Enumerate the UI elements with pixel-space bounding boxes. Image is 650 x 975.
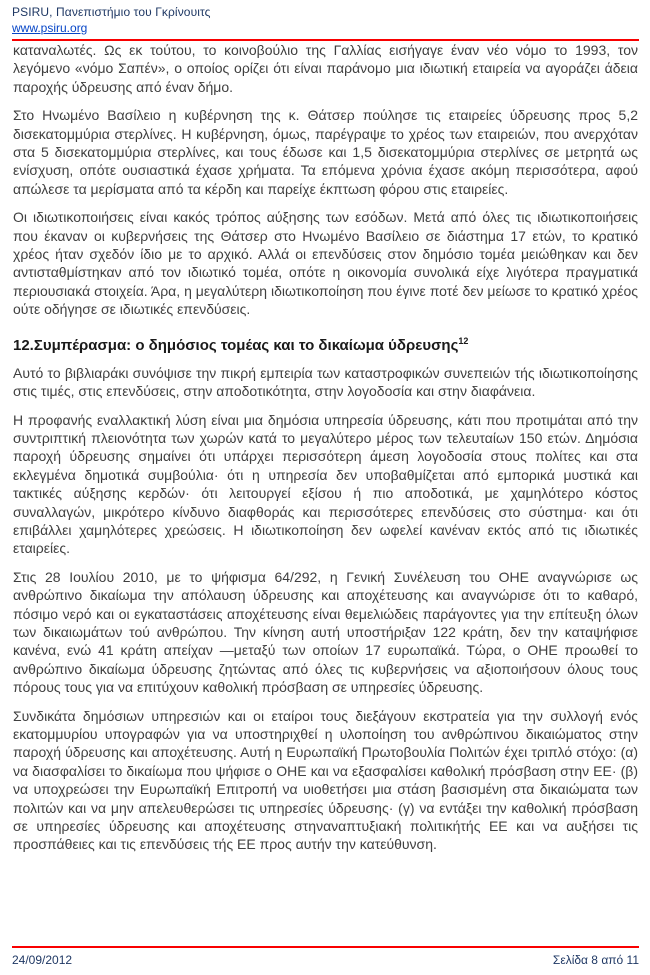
website-link[interactable]: www.psiru.org [12,21,88,35]
organization-name: PSIRU, Πανεπιστήμιο του Γκρίνουιτς [12,5,211,19]
paragraph: Αυτό το βιβλιαράκι συνόψισε την πικρή εμπειρία των καταστροφικών συνεπειών τής ιδιωτικοποίησης στις τιμές, στις επενδύσεις, στην αποδοτικότητα, στην λογοδοσία και στην διαφάνεια. [13,364,638,400]
paragraph: Στο Ηνωμένο Βασίλειο η κυβέρνηση της κ. Θάτσερ πούλησε τις εταιρείες ύδρευσης προς 5,2 δισεκατομμύρια στερλίνες. Η κυβέρνηση, όμως, παρέγραψε το χρέος των εταιρειών, που ανερχόταν στα 5 δισεκατομμύρια στερλίνες, και τους έδωσε και 1,5 δισεκατομμύρια στερλίνες σε μετρητά ως ενίσχυση, οπότε ουσιαστικά έχασε χρήματα. Τα επόμενα χρόνια έχασε ακόμη περισσότερα, αφού απώλεσε τα μερίσματα από τα κέρδη και παρείχε έκπτωση φόρου στις εταιρείες. [13,107,638,197]
section-heading [13,336,638,355]
document-body [13,41,638,864]
section-heading-text: 12.Συμπέρασμα: ο δημόσιος τομέας και το δικαίωμα ύδρευσης [13,336,459,354]
document-footer [12,946,639,967]
footer-date: 24/09/2012 [12,953,73,967]
footer-rule [12,946,639,948]
paragraph: Συνδικάτα δημόσιων υπηρεσιών και οι εταίροι τους διεξάγουν εκστρατεία για την συλλογή ενός εκατομμυρίου υπογραφών για να υποστηριχθεί η υλοποίηση του ανθρώπινου δικαιώματος στην παροχή ύδρευσης και αποχέτευσης. Αυτή η Ευρωπαϊκή Πρωτοβουλία Πολιτών έχει τριπλό στόχο: (α) να διασφαλίσει το δικαίωμα που ψήφισε ο ΟΗΕ και να εξασφαλίσει καθολική πρόσβαση στην ΕΕ· (β) να υποχρεώσει την Ευρωπαϊκή Επιτροπή να υιοθετήσει μια στάση βασισμένη στα δικαιώματα των πολιτών και να μην απελευθερώσει τις υπηρεσίες ύδρευσης· (γ) να εντάξει την καθολική πρόσβαση σε υπηρεσίες ύδρευσης και αποχέτευσης στηναναπτυξιακή πολιτικήτής ΕΕ και να αυξήσει τις προσπάθειες και τις επενδύσεις τής ΕΕ προς αυτήν την κατεύθυνση. [13,707,638,853]
paragraph: Στις 28 Ιουλίου 2010, με το ψήφισμα 64/292, η Γενική Συνέλευση του ΟΗΕ αναγνώρισε ως ανθρώπινο δικαίωμα την απόλαυση ύδρευσης και αποχέτευσης και αναγνώρισε ότι το καθαρό, πόσιμο νερό και οι εγκαταστάσεις αποχέτευσης είναι θεμελιώδεις παράγοντες για την επίτευξη όλων των δικαιωμάτων τού ανθρώπου. Την κίνηση αυτή υποστήριξαν 122 κράτη, δεν την καταψήφισε κανένα, ενώ 41 κράτη απείχαν —μεταξύ των οποίων 17 ευρωπαϊκά. Τώρα, ο ΟΗΕ προωθεί το ανθρώπινο δικαίωμα ύδρευσης ζητώντας από όλες τις κυβερνήσεις να αξιοποιήσουν όλους τους πόρους τους για να επιτύχουν καθολική πρόσβαση σε υπηρεσίες ύδρευσης. [13,568,638,696]
paragraph: Οι ιδιωτικοποιήσεις είναι κακός τρόπος αύξησης των εσόδων. Μετά από όλες τις ιδιωτικοποιήσεις που έκαναν οι κυβερνήσεις της Θάτσερ στο Ηνωμένο Βασίλειο σε διάστημα 17 ετών, το κρατικό χρέος ήταν σχεδόν ίδιο με το αρχικό. Αλλά οι επενδύσεις στον δημόσιο τομέα μειώθηκαν και δεν αντισταθμίστηκαν από τον ιδιωτικό τομέα, οπότε η οικονομία συνολικά είχε λιγότερα πραγματικά περιουσιακά στοιχεία. Άρα, η μεγαλύτερη ιδιωτικοποίηση που έγινε ποτέ δεν μείωσε το κρατικό χρέος ούτε οδήγησε σε ιδιωτικές επενδύσεις. [13,209,638,318]
document-header [12,5,639,41]
paragraph: καταναλωτές. Ως εκ τούτου, το κοινοβούλιο της Γαλλίας εισήγαγε έναν νέο νόμο το 1993, τον λεγόμενο «νόμο Σαπέν», ο οποίος ορίζει ότι είναι παράνομο μια ιδιωτική εταιρεία να αγοράζει άδεια παροχής ύδρευσης από έναν δήμο. [13,42,638,95]
footer-page-number: Σελίδα 8 από 11 [552,953,639,967]
footnote-reference: 12 [458,335,469,346]
paragraph: Η προφανής εναλλακτική λύση είναι μια δημόσια υπηρεσία ύδρευσης, κάτι που προτιμάται από την συντριπτική πλειονότητα των χωρών κατά το μεγαλύτερο μέρος των τελευταίων 150 ετών. Δημόσια παροχή ύδρευσης σημαίνει ότι υπάρχει περισσότερη άμεση λογοδοσία στους πολίτες και στα εκλεγμένα δημοτικά συμβούλια· ότι η υπηρεσία δεν υποβαθμίζεται από εμπορικά μυστικά και τακτικές αύξησης κερδών· ότι λειτουργεί εξίσου ή πιο αποδοτικά, με χαμηλότερο κόστος συναλλαγών, μικρότερο κίνδυνο διαφθοράς και περισσότερες επενδύσεις στο σύστημα· και ότι επιβάλλει χαμηλότερες χρεώσεις. Η ιδιωτικοποίηση δεν ωφελεί κανέναν εκτός από τις ιδιωτικές εταιρείες. [13,411,638,557]
